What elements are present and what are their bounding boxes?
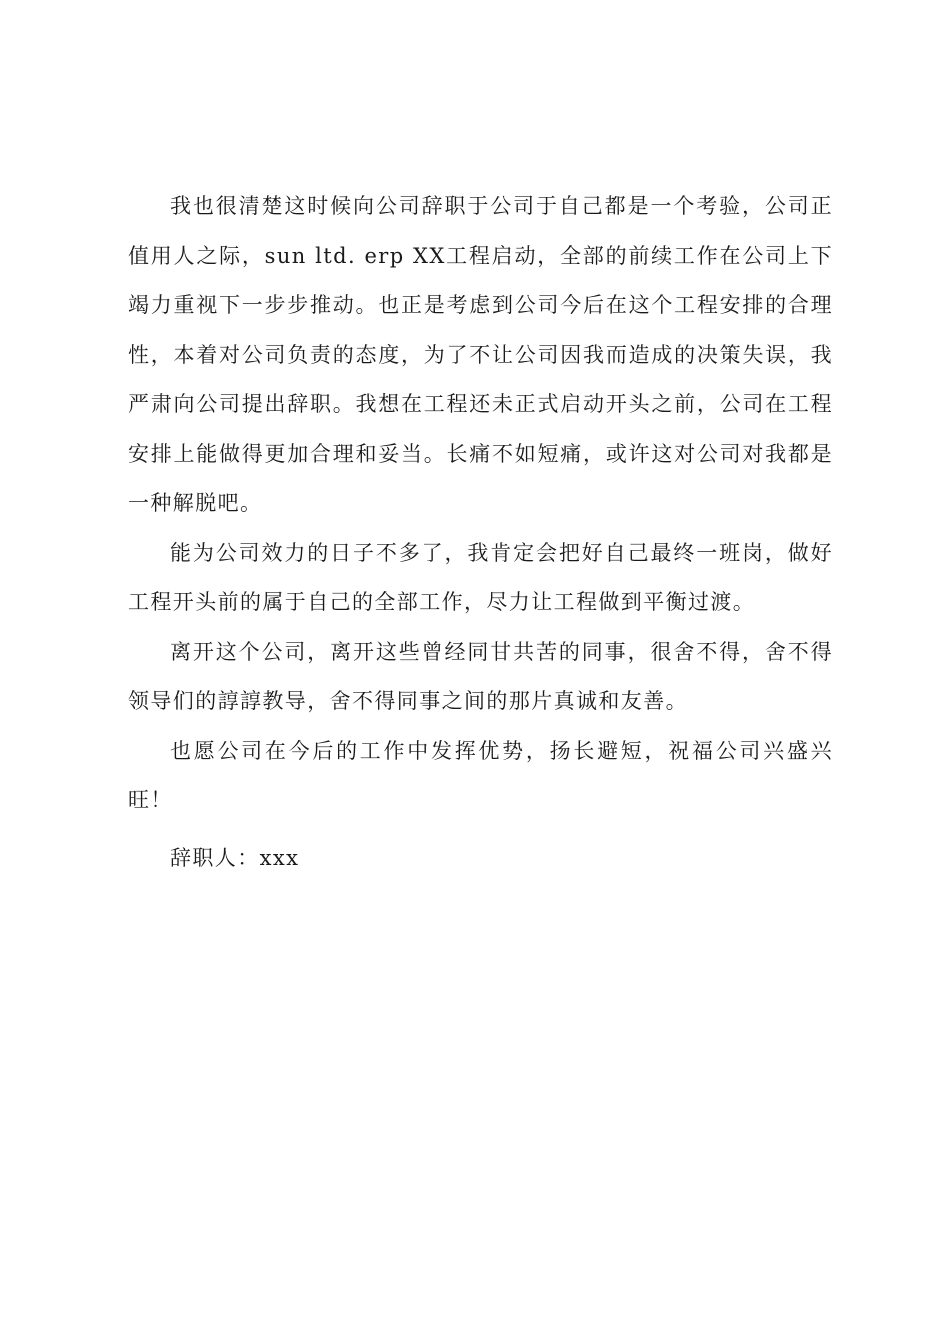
signature-line: 辞职人：xxx	[170, 846, 300, 870]
paragraph-3: 离开这个公司，离开这些曾经同甘共苦的同事，很舍不得，舍不得领导们的諄諄教导，舍不得同事之间的那片真诚和友善。	[128, 639, 833, 713]
paragraph-2: 能为公司效力的日子不多了，我肯定会把好自己最终一班岗，做好工程开头前的属于自己的全部工作，尽力让工程做到平衡过渡。	[128, 540, 833, 614]
letter-body	[128, 182, 833, 826]
paragraph-4: 也愿公司在今后的工作中发挥优势，扬长避短，祝福公司兴盛兴旺！	[128, 738, 833, 812]
paragraph-1: 我也很清楚这时候向公司辞职于公司于自己都是一个考验，公司正值用人之际，sun ltd. erp XX工程启动，全部的前续工作在公司上下竭力重视下一步步推动。也正是考虑到公司今后在这个工程安排的合理性，本着对公司负责的态度，为了不让公司因我而造成的决策失误，我严肃向公司提出辞职。我想在工程还未正式启动开头之前，公司在工程安排上能做得更加合理和妥当。长痛不如短痛，或许这对公司对我都是一种解脱吧。	[128, 194, 833, 515]
